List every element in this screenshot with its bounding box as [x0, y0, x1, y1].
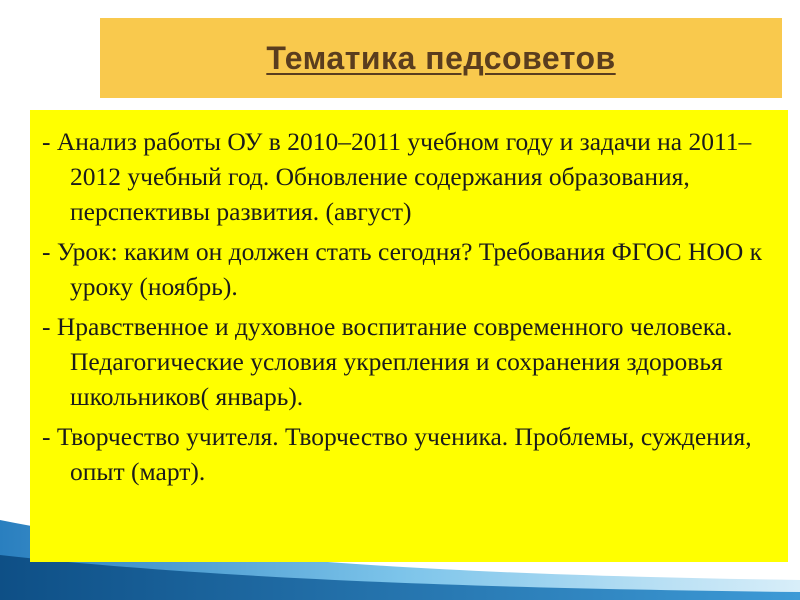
- list-item: - Урок: каким он должен стать сегодня? Требования ФГОС НОО к уроку (ноябрь).: [42, 237, 763, 301]
- page-title: Тематика педсоветов: [266, 39, 616, 76]
- list-item: - Нравственное и духовное воспитание современного человека. Педагогические условия укрепления и сохранения здоровья школьников( январь).: [42, 312, 733, 411]
- list-item: - Творчество учителя. Творчество ученика. Проблемы, суждения, опыт (март).: [42, 422, 752, 486]
- list-item: - Анализ работы ОУ в 2010–2011 учебном году и задачи на 2011–2012 учебный год. Обновление содержания образования, перспективы развития. (август): [42, 127, 752, 226]
- content-panel: [30, 110, 788, 562]
- title-banner: [100, 18, 782, 98]
